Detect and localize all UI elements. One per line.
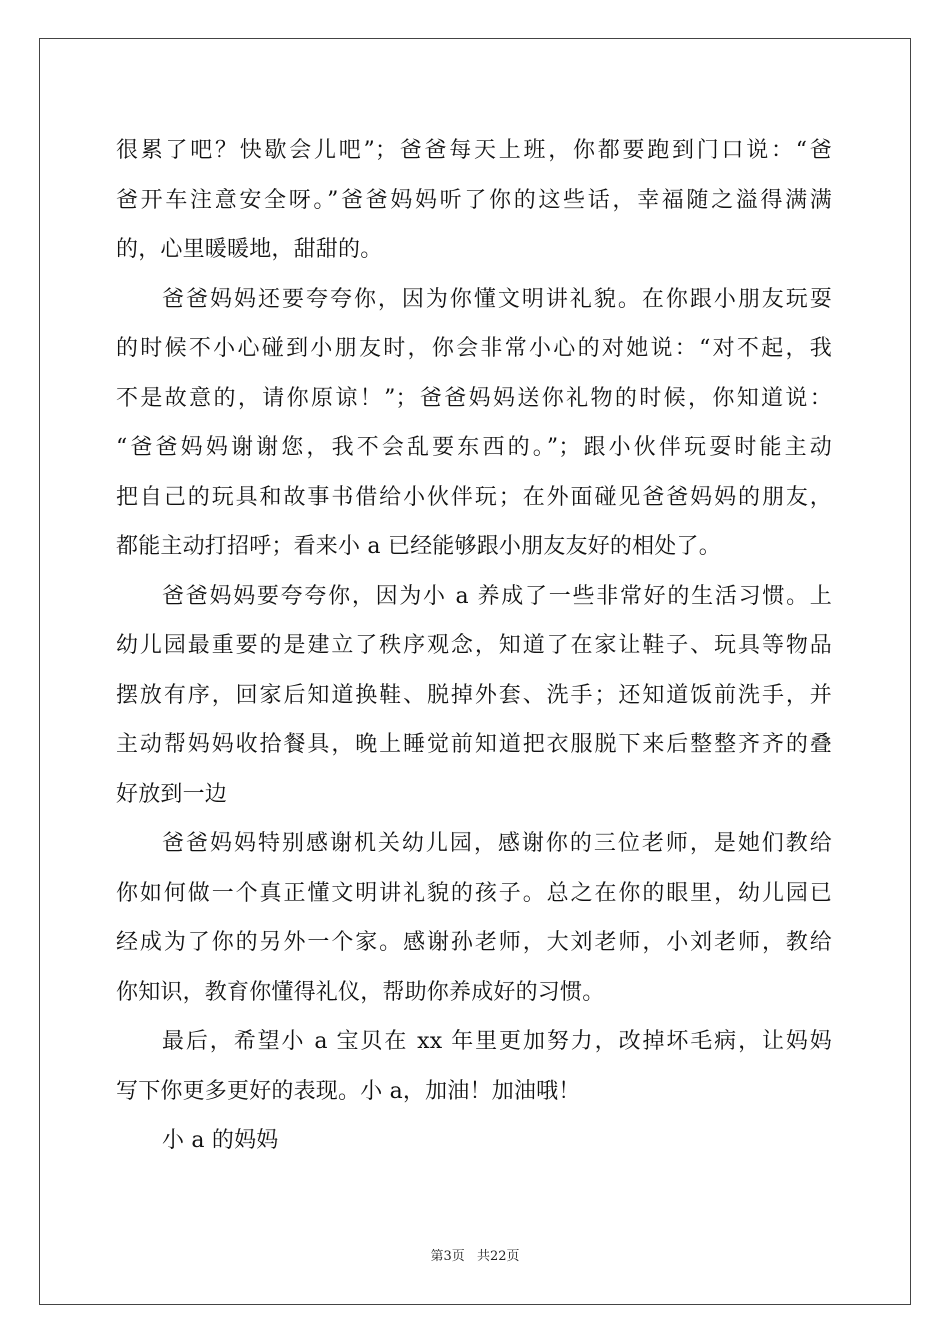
text-line: 主动帮妈妈收拾餐具，晚上睡觉前知道把衣服脱下来后整整齐齐的叠 [116, 732, 832, 757]
page-total: 共22页 [476, 1249, 520, 1264]
text-line: 都能主动打招呼；看来小 a 已经能够跟小朋友友好的相处了。 [116, 534, 721, 559]
text-line: 把自己的玩具和故事书借给小伙伴玩；在外面碰见爸爸妈妈的朋友， [116, 484, 832, 510]
text-line: 爸爸妈妈要夸夸你，因为小 a 养成了一些非常好的生活习惯。上 [162, 583, 832, 609]
page-footer [0, 1248, 950, 1266]
text-line: 的时候不小心碰到小朋友时，你会非常小心的对她说：“对不起，我 [116, 336, 832, 361]
page-number: 第3页 [430, 1249, 465, 1264]
document-body [116, 126, 832, 1166]
text-line: “爸爸妈妈谢谢您，我不会乱要东西的。”；跟小伙伴玩耍时能主动 [116, 435, 832, 460]
text-line: 爸爸妈妈特别感谢机关幼儿园，感谢你的三位老师，是她们教给 [162, 831, 832, 856]
text-line: 好放到一边 [116, 781, 228, 807]
text-line: 你如何做一个真正懂文明讲礼貌的孩子。总之在你的眼里，幼儿园已 [116, 880, 832, 906]
text-line: 的，心里暖暖地，甜甜的。 [116, 237, 383, 262]
text-line: 摆放有序，回家后知道换鞋、脱掉外套、洗手；还知道饭前洗手，并 [116, 682, 832, 708]
text-line: 不是故意的，请你原谅！”；爸爸妈妈送你礼物的时候，你知道说： [116, 385, 832, 411]
text-line: 很累了吧？快歇会儿吧”；爸爸每天上班，你都要跑到门口说：“爸 [116, 138, 832, 163]
text-line: 经成为了你的另外一个家。感谢孙老师，大刘老师，小刘老师，教给 [116, 930, 832, 955]
text-line: 你知识，教育你懂得礼仪，帮助你养成好的习惯。 [116, 979, 605, 1005]
text-line: 爸开车注意安全呀。”爸爸妈妈听了你的这些话，幸福随之溢得满满 [116, 187, 832, 213]
text-line: 爸爸妈妈还要夸夸你，因为你懂文明讲礼貌。在你跟小朋友玩耍 [162, 286, 832, 312]
text-line: 最后，希望小 a 宝贝在 xx 年里更加努力，改掉坏毛病，让妈妈 [162, 1029, 832, 1054]
text-line: 小 a 的妈妈 [162, 1128, 279, 1153]
text-line: 写下你更多更好的表现。小 a，加油！加油哦！ [116, 1078, 581, 1104]
text-line: 幼儿园最重要的是建立了秩序观念，知道了在家让鞋子、玩具等物品 [116, 633, 832, 658]
